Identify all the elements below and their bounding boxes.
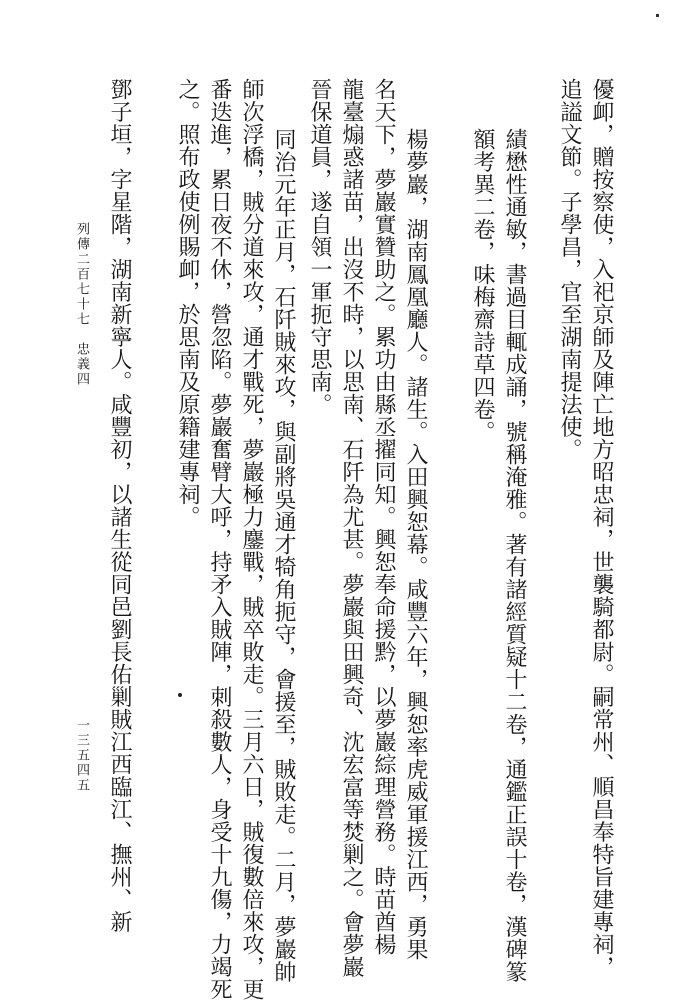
text-column-1: 優卹，贈按察使，入祀京師及陣亡地方昭忠祠，世襲騎都尉。嗣常州、順昌奉特旨建專祠， — [589, 78, 614, 978]
text-column-6: 名天下，夢巖實贊助之。累功由縣丞擢同知。興恕奉命援黔，以夢巖綜理營務。時苗酋楊 — [371, 78, 396, 956]
text-column-3: 績懋性通敏，書過目輒成誦，號稱淹雅。著有諸經質疑十二卷，通鑑正誤十卷，漢碑篆 — [502, 128, 527, 983]
text-column-9: 同治元年正月，石阡賊來攻，與副將吳通才犄角扼守，會援至，賊敗走。二月，夢巖帥 — [271, 128, 296, 983]
text-column-4: 額考異二卷，味梅齋詩草四卷。 — [470, 128, 495, 443]
scan-mark — [656, 14, 659, 17]
text-column-7: 龍臺煽惑諸苗，出沒不時，以思南、石阡為尤甚。夢巖與田興奇、沈宏富等焚剿之。會夢巖 — [339, 78, 364, 978]
folio-chapter-title: 列傳二百七十七 忠義四 — [74, 222, 89, 387]
text-column-2: 追謚文節。子學昌，官至湖南提法使。 — [557, 78, 582, 461]
text-column-11: 番迭進，累日夜不休，營忽陷。夢巖奮臂大呼，持矛入賊陣，刺殺數人，身受十九傷，力竭死 — [207, 78, 232, 1001]
text-column-5: 楊夢巖，湖南鳳凰廳人。諸生。入田興恕幕。咸豐六年，興恕率虎威軍援江西，勇果 — [403, 128, 428, 961]
stray-ink-dot — [178, 693, 182, 697]
text-column-13: 鄧子垣，字星階，湖南新寧人。咸豐初，以諸生從同邑劉長佑剿賊江西臨江、撫州、新 — [107, 78, 132, 933]
text-column-10: 師次浮橋，賊分道來攻，通才戰死，夢巖極力鏖戰，賊卒敗走。三月六日，賊復數倍來攻，更 — [239, 78, 264, 1001]
folio-page-number: 一三五四五 — [74, 718, 89, 793]
text-column-12: 之。照布政使例賜卹，於思南及原籍建專祠。 — [175, 78, 200, 528]
text-column-8: 晉保道員，遂自領一軍扼守思南。 — [307, 78, 332, 416]
